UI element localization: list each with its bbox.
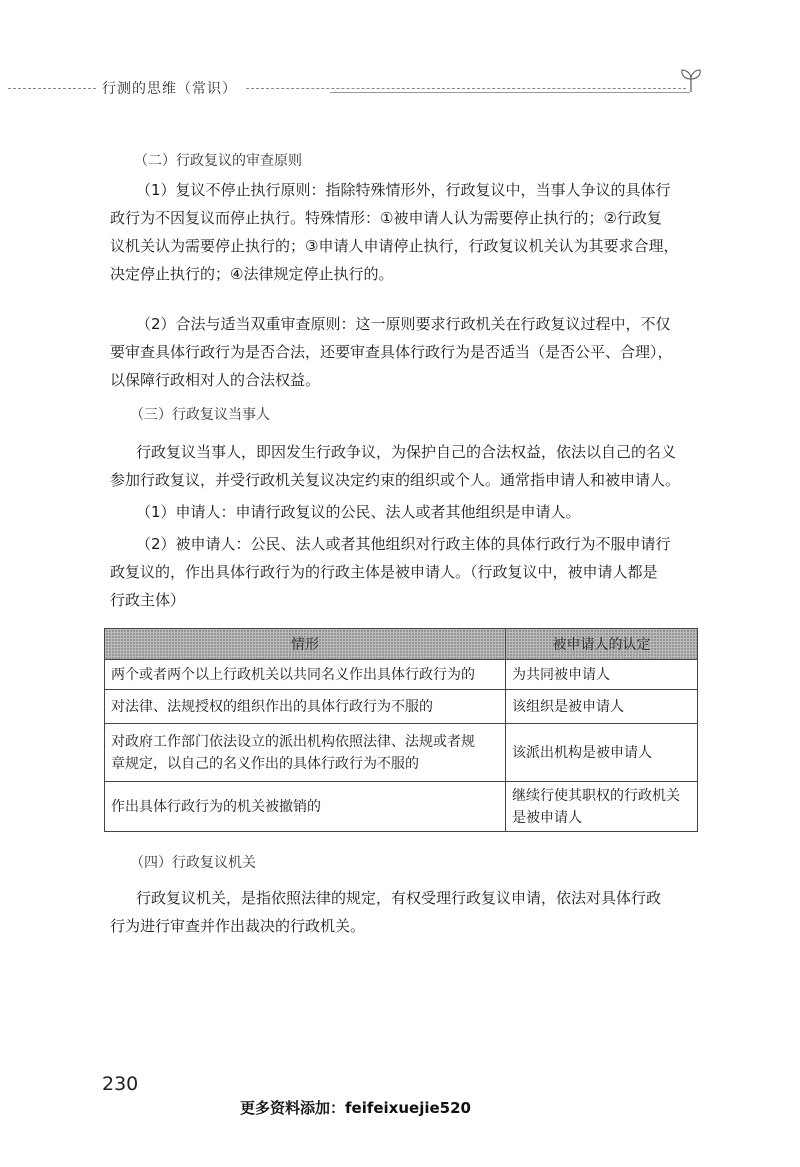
cell-respondent: 继续行使其职权的行政机关 是被申请人 (506, 782, 698, 832)
section-heading-review-principles: （二）行政复议的审查原则 (134, 153, 302, 169)
header-rule-right (246, 88, 686, 89)
paragraph-dual-review: （2）合法与适当双重审查原则：这一原则要求行政机关在行政复议过程中，不仅 要审查具体行政行为是否合法，还要审查具体行政行为是否适当（是否公平、合理）， 以保障行政相对人的合法权益。 (110, 315, 673, 389)
page-number: 230 (102, 1073, 139, 1095)
paragraph-review-organ: 行政复议机关，是指依照法律的规定，有权受理行政复议申请，依法对具体行政 行为进行审查并作出裁决的行政机关。 (110, 889, 662, 935)
header-rule-left (8, 88, 96, 89)
table-row (105, 724, 698, 782)
cell-respondent: 该派出机构是被申请人 (506, 724, 698, 782)
running-header-title: 行测的思维（常识） (102, 81, 237, 97)
table-row (105, 660, 698, 690)
cell-situation: 作出具体行政行为的机关被撤销的 (105, 782, 506, 832)
paragraph-respondent: （2）被申请人：公民、法人或者其他组织对行政主体的具体行政行为不服申请行 政复议的，作出具体行政行为的行政主体是被申请人。（行政复议中，被申请人都是 行政主体） (110, 535, 671, 609)
table-row (105, 690, 698, 724)
header-respondent: 被申请人的认定 (506, 629, 698, 660)
header-rule-right-solid (330, 92, 690, 93)
sprout-icon (676, 64, 706, 94)
paragraph-parties-definition: 行政复议当事人，即因发生行政争议，为保护自己的合法权益，依法以自己的名义 参加行政复议，并受行政机关复议决定约束的组织或个人。通常指申请人和被申请人。 (110, 443, 681, 489)
header-situation: 情形 (105, 629, 506, 660)
cell-respondent: 该组织是被申请人 (506, 690, 698, 724)
cell-situation: 两个或者两个以上行政机关以共同名义作出具体行政行为的 (105, 660, 506, 690)
section-heading-review-organ: （四）行政复议机关 (130, 855, 256, 871)
cell-situation: 对政府工作部门依法设立的派出机构依照法律、法规或者规 章规定，以自己的名义作出的具体行政行为不服的 (105, 724, 506, 782)
respondent-determination-table (104, 628, 698, 832)
paragraph-non-suspension: （1）复议不停止执行原则：指除特殊情形外，行政复议中，当事人争议的具体行 政行为不因复议而停止执行。特殊情形：①被申请人认为需要停止执行的；②行政复 议机关认为需要停止执行的；③申请人申请停止执行，行政复议机关认为其要求合理， 决定停止执行的；④法律规定停止执行的。 (110, 181, 679, 283)
section-heading-parties: （三）行政复议当事人 (130, 407, 270, 423)
footer-contact-note: 更多资料添加：feifeixuejie520 (240, 1099, 471, 1117)
table-header-row (105, 629, 698, 660)
cell-respondent: 为共同被申请人 (506, 660, 698, 690)
table-row (105, 782, 698, 832)
cell-situation: 对法律、法规授权的组织作出的具体行政行为不服的 (105, 690, 506, 724)
paragraph-applicant: （1）申请人：申请行政复议的公民、法人或者其他组织是申请人。 (136, 503, 581, 521)
